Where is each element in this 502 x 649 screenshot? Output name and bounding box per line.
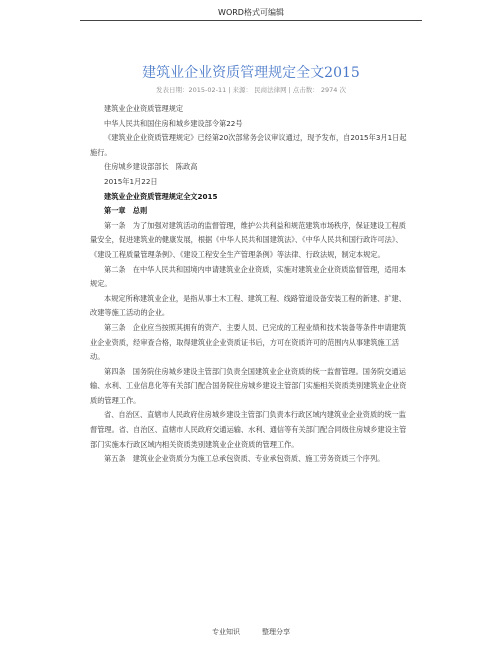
footer-left: 专业知识 [212,628,240,636]
article-1: 第一条 为了加强对建筑活动的监督管理，维护公共利益和规范建筑市场秩序，保证建设工程质量安全，促进建筑业的健康发展，根据《中华人民共和国建筑法》、《中华人民共和国行政许可法》、《建设工程质量管理条例》、《建设工程安全生产管理条例》等法律、行政法规，制定本规定。 [90,220,406,259]
article-meta: 发表日期：2015-02-11 | 来源： 民商法律网 | 点击数： 2974 次 [156,86,346,94]
click-unit: 次 [339,86,346,94]
paragraph-minister: 住房城乡建设部部长 陈政高 [104,162,198,172]
paragraph-full-title: 建筑业企业资质管理规定全文2015 [104,191,218,201]
click-count: 2974 [320,86,338,94]
paragraph-announcement: 《建筑业企业资质管理规定》已经第20次部常务会议审议通过，现予发布，自2015年3月1日起施行。 [90,133,407,157]
article-2: 第二条 在中华人民共和国境内申请建筑业企业资质，实施对建筑业企业资质监督管理，适用本规定。 [90,264,406,289]
article-4-provincial: 省、自治区、直辖市人民政府住房城乡建设主管部门负责本行政区域内建筑业企业资质的统一监督管理。省、自治区、直辖市人民政府交通运输、水利、通信等有关部门配合同级住房城乡建设主管部门实施本行政区域内相关资质类别建筑业企业资质的管理工作。 [90,410,407,449]
page-header: WORD格式可编辑 [218,8,284,17]
paragraph-decree: 中华人民共和国住房和城乡建设部令第22号 [104,118,243,128]
chapter-heading: 第一章 总则 [104,206,148,216]
article-4: 第四条 国务院住房城乡建设主管部门负责全国建筑业企业资质的统一监督管理。国务院交通运输、水利、工业信息化等有关部门配合国务院住房城乡建设主管部门实施相关资质类别建筑业企业资质的管理工作。 [90,366,407,405]
source-site: 民商法律网 [254,86,287,94]
header-divider [80,20,422,21]
article-body [90,102,412,467]
paragraph-date: 2015年1月22日 [104,176,158,186]
article-5: 第五条 建筑业企业资质分为施工总承包资质、专业承包资质、施工劳务资质三个序列。 [104,454,385,464]
paragraph-rule-name: 建筑业企业资质管理规定 [104,104,184,113]
source-label: 来源： [232,86,252,94]
publish-date: 发表日期：2015-02-11 [156,86,227,94]
article-3: 第三条 企业应当按照其拥有的资产、主要人员、已完成的工程业绩和技术装备等条件申请建筑业企业资质，经审查合格，取得建筑业企业资质证书后，方可在资质许可的范围内从事建筑施工活动。 [90,322,406,362]
document-title: 建筑业企业资质管理规定全文2015 [142,65,360,81]
article-2-definition: 本规定所称建筑业企业，是指从事土木工程、建筑工程、线路管道设备安装工程的新建、扩建、改建等施工活动的企业。 [90,293,406,318]
page-footer [0,627,502,637]
click-label: 点击数： [292,86,319,94]
footer-right: 整理分享 [262,628,290,636]
